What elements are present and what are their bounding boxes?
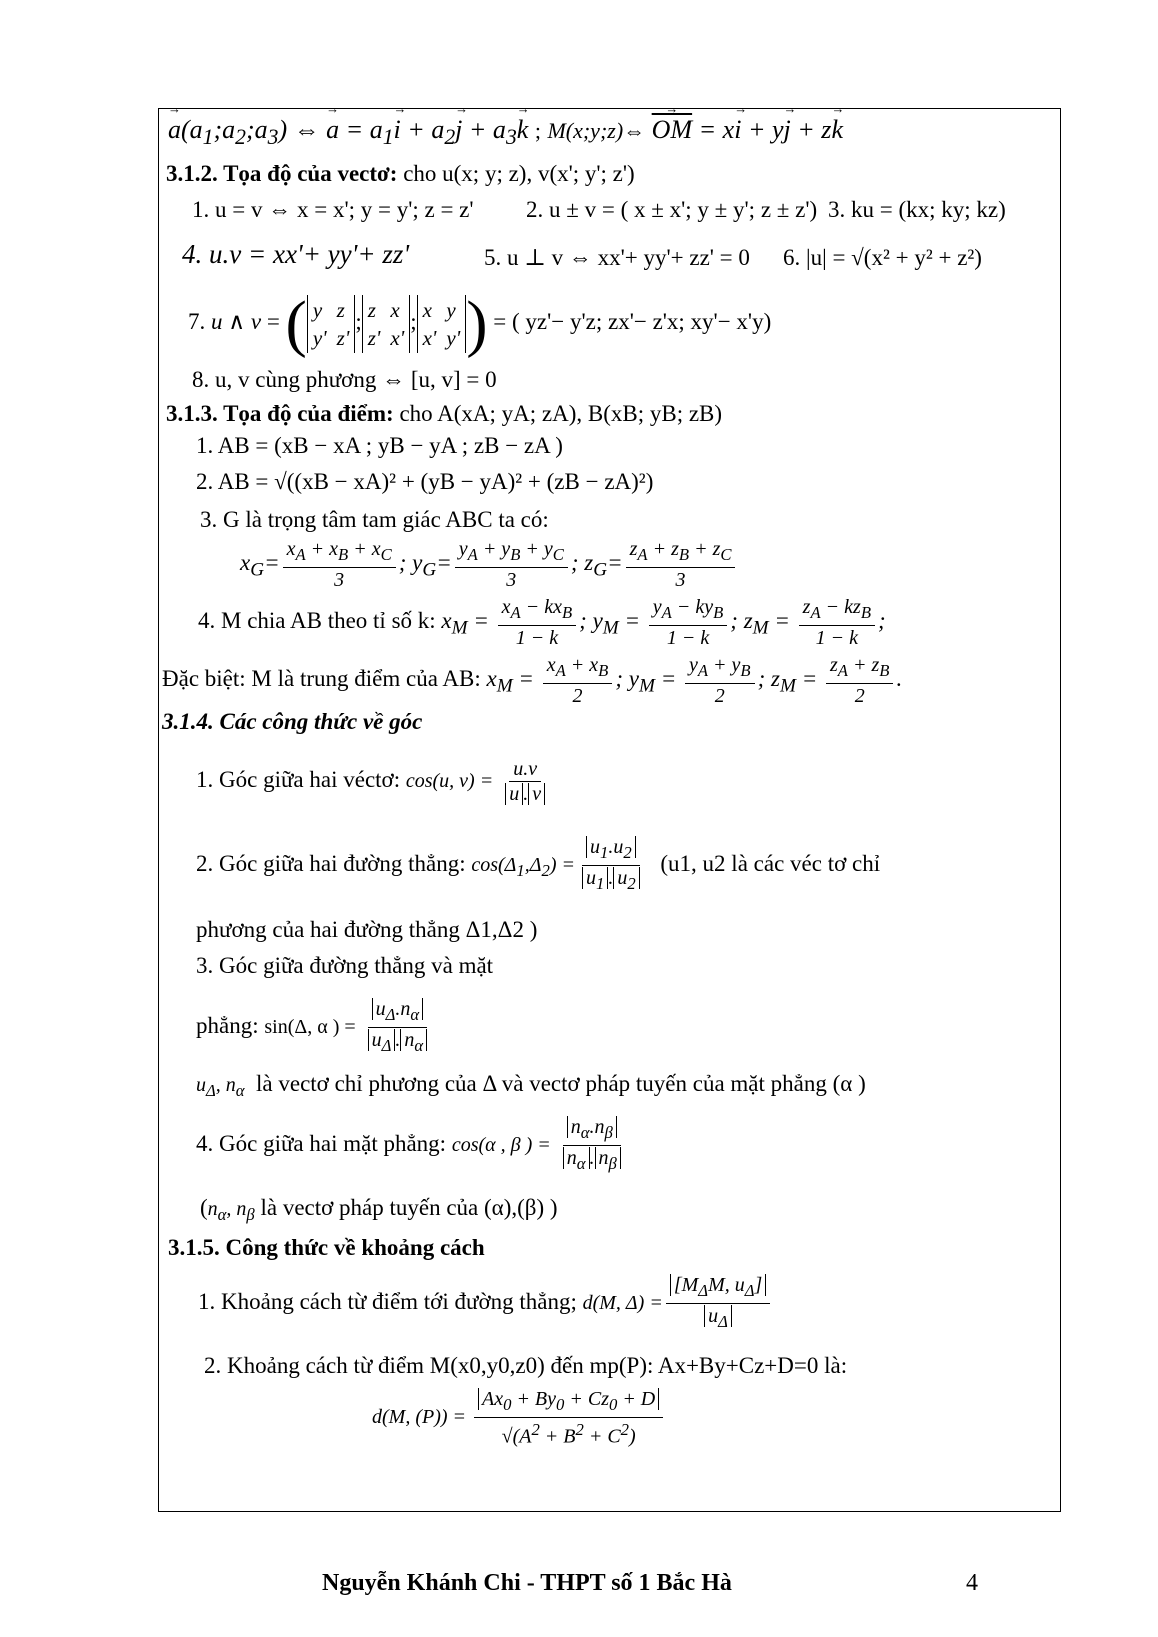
vector-formula-3: 3. ku = (kx; ky; kz) [828,197,1006,222]
point-formula-3: 3. G là trọng tâm tam giác ABC ta có: [200,507,549,532]
vector-formula-6: 6. |u| = √(x² + y² + z²) [783,245,982,270]
distance-point-plane-text: 2. Khoảng cách từ điểm M(x0,y0,z0) đến mp(P): Ax+By+Cz+D=0 là: [204,1353,848,1378]
vector-formula-8: 8. u, v cùng phương ⇔ [u, v] = 0 [192,367,497,392]
distance-point-line: 1. Khoảng cách từ điểm tới đường thẳng; d(M, Δ) = $\frac{[M_\Delta M, u_\Delta]}{u_\Delta}$ [198,1272,773,1334]
distance-point-plane-formula: d(M, (P)) = $\frac{Ax_0 + By_0 + Cz_0 + D}{√(A^2 + B^2 + C^2)}$ [372,1386,666,1449]
angle-two-lines: 2. Góc giữa hai đường thẳng: $\cos(\Delta_1,\Delta_2)$ = $\frac{u_1.u_2}{u_1 . u_2}$ (u1, u2 là các véc tơ chỉ [196,836,881,894]
angle-two-lines-note: phương của hai đường thẳng Δ1,Δ2 ) [196,917,538,942]
determinant-zx: z x z' x' [362,295,410,353]
point-formula-2: 2. AB = √((xB − xA)² + (yB − yA)² + (zB − zA)²) [196,469,654,494]
point-formula-4: 4. M chia AB theo tỉ số k: $x_M$ = $\frac{x_A - kx_B}{1 - k}$ ; $y_M$ = $\frac{y_A - ky_B}{1 - k}$ ; $z_M$ = $\frac{z_A - kz_B}{1 - k}$ ; [198,596,886,650]
cross-product-result: = ( yz'− y'z; zx'− z'x; xy'− x'y) [493,309,772,334]
footer-author: Nguyễn Khánh Chi - THPT số 1 Bắc Hà [322,1570,732,1596]
section-3-1-5-heading: 3.1.5. Công thức về khoảng cách [168,1235,485,1260]
page-number: 4 [966,1570,978,1596]
centroid-formula: $x_G=$ $\frac{x_A + x_B + x_C}{3}$ ; $y_G=$ $\frac{y_A + y_B + y_C}{3}$ ; $z_G=$ $\frac{z_A + z_B + z_C}{3}$ [240,536,738,598]
vector-formula-1: 1. u = v ⇔ x = x'; y = y'; z = z' [192,197,474,222]
vector-formula-5: 5. u ⊥ v ⇔ xx'+ yy'+ zz' = 0 [484,245,750,270]
point-formula-1: 1. AB = (xB − xA ; yB − yA ; zB − zA ) [196,433,563,458]
angle-two-vectors: 1. Góc giữa hai véctơ: cos(u, v) = $\frac{u.v}{u . v}$ [196,750,552,811]
angle-line-plane: phẳng: sin(Δ, α ) = $\frac{u_\Delta.n_\alpha}{u_\Delta . n_\alpha}$ [196,996,434,1058]
determinant-yz: y z y' z' [307,295,355,353]
angle-line-plane-heading: 3. Góc giữa đường thẳng và mặt [196,953,494,978]
intro-formula: → $a(a_1;a_2;a_3)$ ⇔ → $a = a_1\to i + a_2\to j + a_3\to k$ ; M(x;y;z)⇔ → $\overline{OM} = x\to i + y\to j + z\to k$ [168,116,843,151]
angle-line-plane-note: $u_\Delta$, $n_\alpha$ là vectơ chỉ phương của Δ và vectơ pháp tuyến của mặt phẳng (α ) [196,1071,866,1100]
angle-two-planes: 4. Góc giữa hai mặt phẳng: cos(α , β ) = $\frac{n_\alpha.n_\beta}{n_\alpha . n_\beta}$ [196,1114,628,1176]
section-3-1-3-heading: 3.1.3. Tọa độ của điểm: cho A(xA; yA; zA), B(xB; yB; zB) [166,401,723,426]
section-3-1-2-heading: 3.1.2. Tọa độ của vectơ: cho u(x; y; z), v(x'; y'; z') [166,161,635,186]
determinant-xy: x y x' y' [417,295,467,353]
angle-two-planes-note: ($n_\alpha$, $n_\beta$ là vectơ pháp tuyến của (α),(β) ) [200,1195,558,1224]
vector-formula-4: 4. u.v = xx'+ yy'+ zz' [182,239,410,269]
vector-formula-7: 7. u ∧ v = ( y z y' z' ; z x z' x' ; x y x' y' ) = ( yz'− y'z; zx'− z'x; xy'− x'y) [188,287,772,359]
section-3-1-4-heading: 3.1.4. Các công thức về góc [162,709,423,734]
midpoint-formula: Đặc biệt: M là trung điểm của AB: $x_M$ = $\frac{x_A + x_B}{2}$ ; $y_M$ = $\frac{y_A + y_B}{2}$ ; $z_M$ = $\frac{z_A + z_B}{2}$ . [162,654,903,708]
vector-formula-2: 2. u ± v = ( x ± x'; y ± y'; z ± z') [526,197,818,222]
